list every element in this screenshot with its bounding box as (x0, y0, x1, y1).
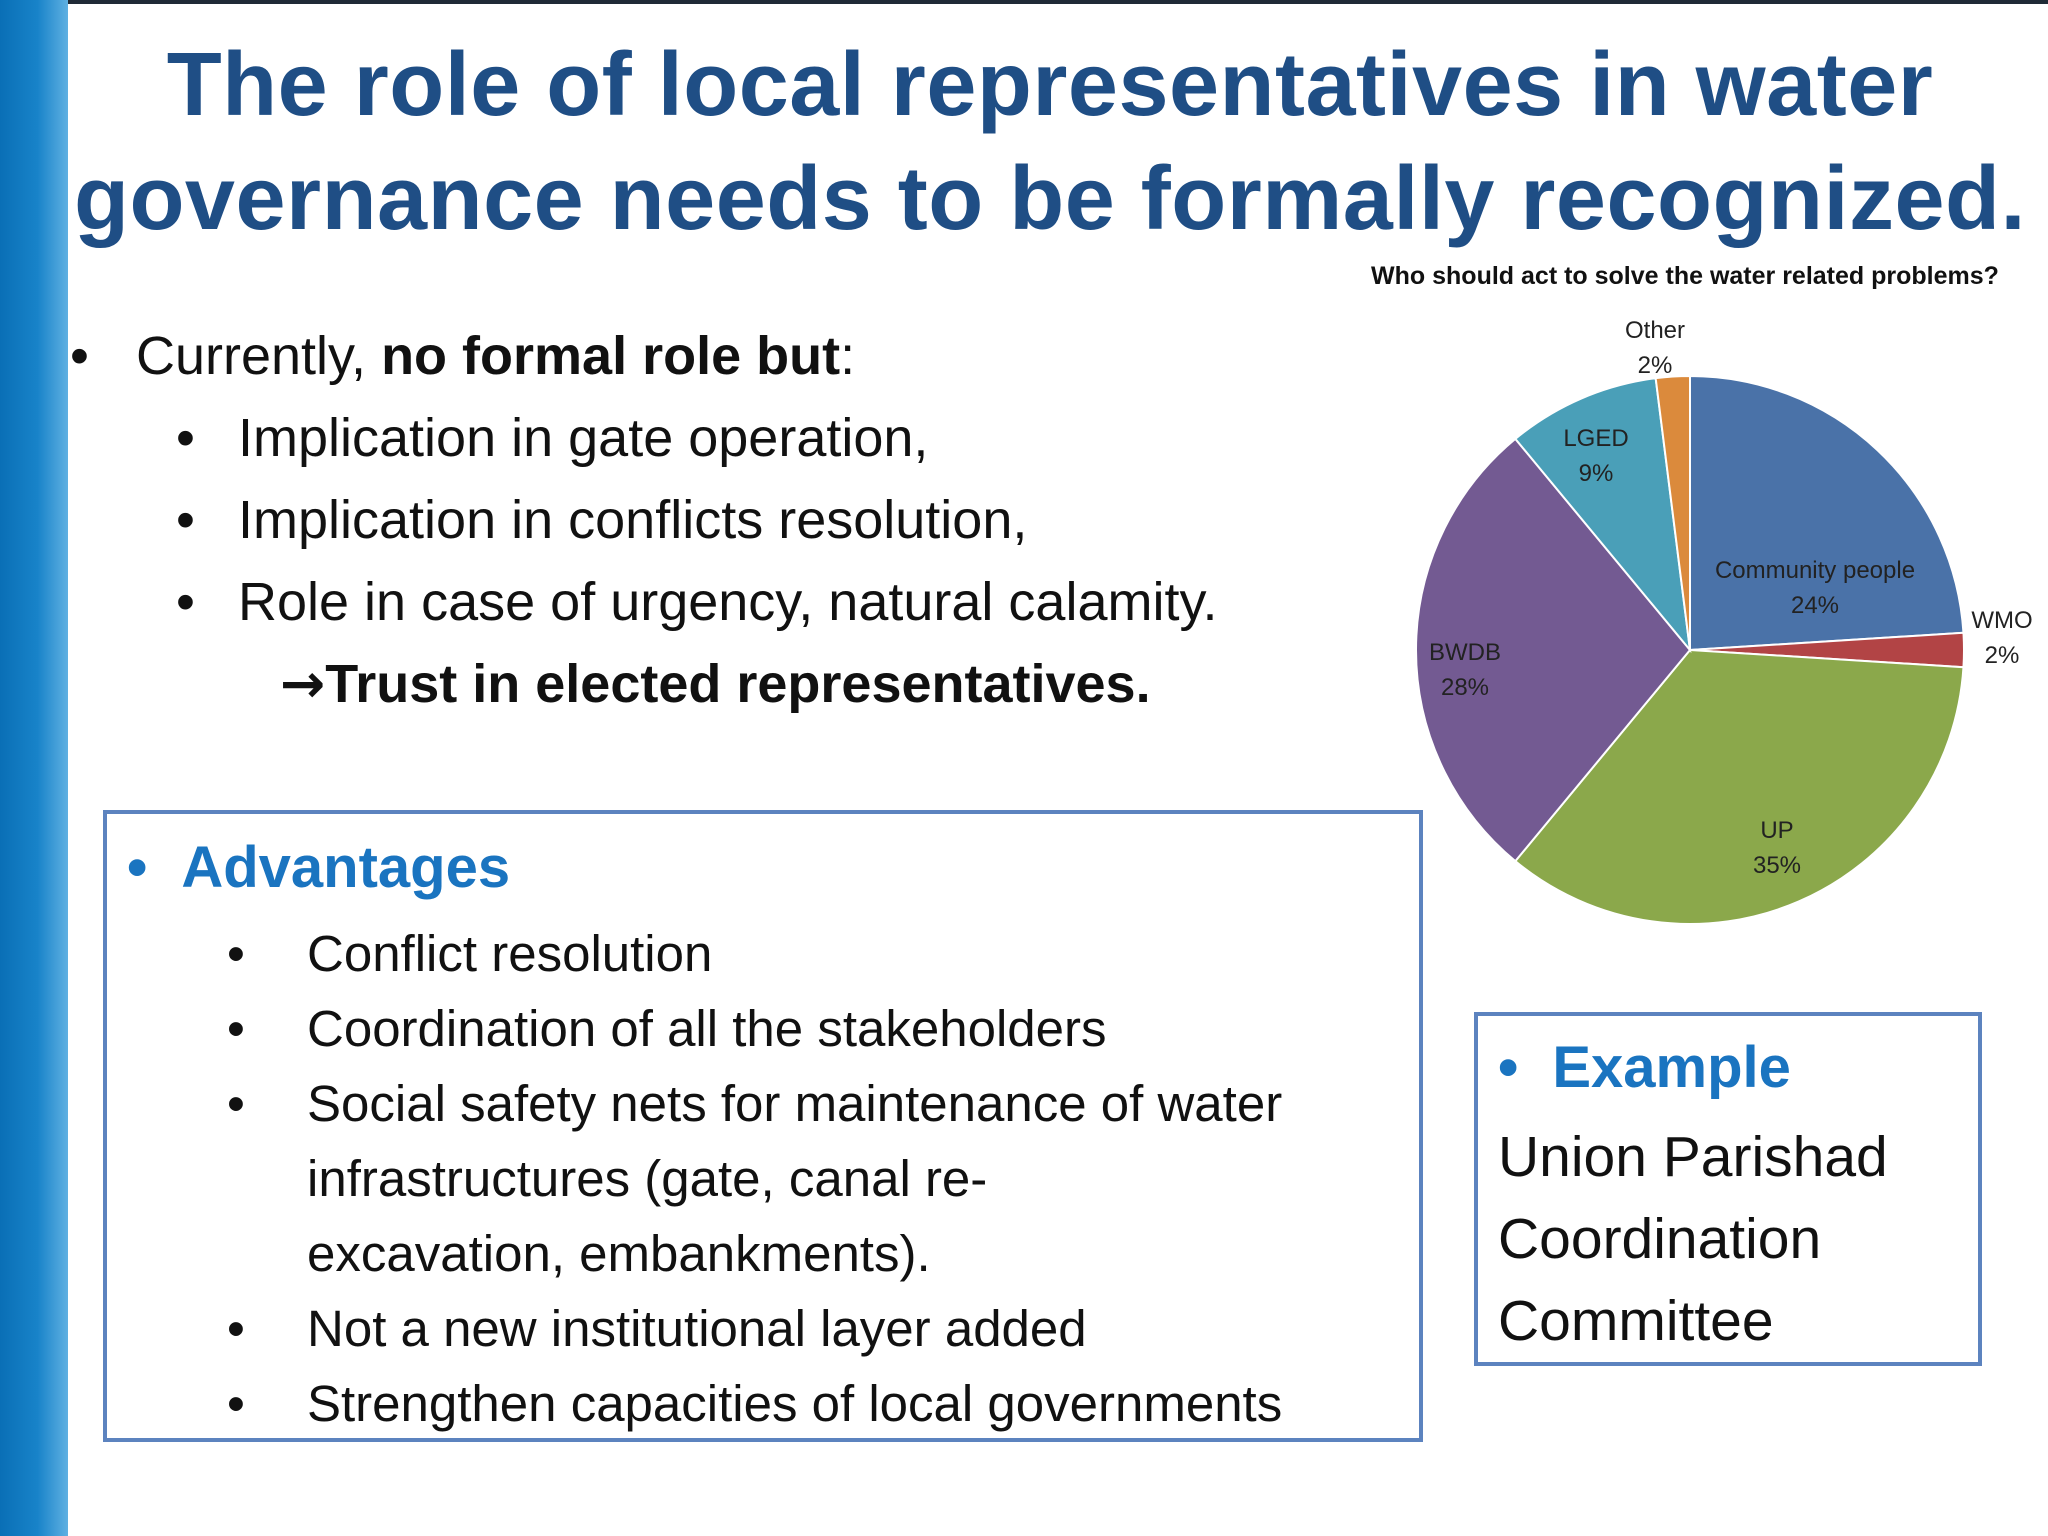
advantage-item (107, 916, 1282, 991)
advantage-text: Not a new institutional layer added (307, 1300, 1087, 1357)
advantage-item (107, 1366, 1282, 1441)
currently-item (70, 315, 1390, 397)
advantage-item (107, 991, 1282, 1066)
pie-label-lged: LGED (1563, 425, 1629, 452)
bullet: • (227, 1075, 245, 1132)
sub-item (70, 397, 1390, 479)
sub-item (70, 561, 1390, 643)
advantages-heading (127, 834, 510, 901)
sub-item-text: Role in case of urgency, natural calamity. (238, 572, 1218, 632)
advantage-text: infrastructures (gate, canal re- (307, 1150, 988, 1207)
advantages-list (107, 916, 1282, 1441)
top-border-line (0, 0, 2048, 4)
sub-item (70, 479, 1390, 561)
bullet: • (1498, 1035, 1519, 1100)
pie-value-wmo: 2% (1984, 642, 2020, 669)
bullet: • (70, 326, 89, 386)
title-line-1: The role of local representatives in water (166, 35, 1934, 135)
advantages-heading-text: Advantages (181, 835, 511, 900)
currently-suffix: : (840, 326, 856, 386)
pie-value-bwdb: 28% (1440, 674, 1490, 701)
advantage-text: Conflict resolution (307, 925, 713, 982)
bullet: • (227, 925, 245, 982)
chart-title: Who should act to solve the water related problems? (1371, 262, 1999, 290)
example-heading-text: Example (1552, 1035, 1791, 1100)
example-line-1: Union Parishad (1498, 1125, 1888, 1189)
advantage-item (107, 1291, 1282, 1366)
pie-value-other: 2% (1637, 352, 1673, 379)
pie-label-bwdb: BWDB (1429, 639, 1501, 666)
sub-item-text: Implication in gate operation, (238, 408, 929, 468)
pie-value-up: 35% (1752, 852, 1802, 879)
example-line-2: Coordination (1498, 1207, 1822, 1271)
advantage-item-continued (107, 1216, 1282, 1291)
bullet: • (227, 1300, 245, 1357)
example-text (1498, 1116, 1888, 1362)
pie-label-up: UP (1760, 817, 1794, 844)
pie-value-lged: 9% (1578, 460, 1614, 487)
example-box (1474, 1012, 1982, 1366)
trust-conclusion (70, 643, 1390, 725)
pie-chart (1340, 290, 2040, 940)
slide-title (40, 28, 2048, 256)
advantages-box (103, 810, 1423, 1442)
sub-item-text: Implication in conflicts resolution, (238, 490, 1028, 550)
arrow-icon: → (280, 652, 326, 715)
advantage-text: excavation, embankments). (307, 1225, 931, 1282)
example-heading (1498, 1034, 1791, 1101)
title-line-2: governance needs to be formally recognized. (73, 149, 2027, 249)
pie-label-wmo: WMO (1971, 607, 2033, 634)
bullet: • (227, 1000, 245, 1057)
bullet: • (176, 408, 195, 468)
advantage-text: Social safety nets for maintenance of water (307, 1075, 1283, 1132)
pie-label-other: Other (1624, 317, 1686, 344)
bullet: • (127, 835, 148, 900)
bullet: • (176, 572, 195, 632)
trust-text: Trust in elected representatives. (325, 654, 1151, 714)
advantage-text: Coordination of all the stakeholders (307, 1000, 1107, 1057)
main-bullet-list (70, 315, 1390, 725)
example-line-3: Committee (1498, 1289, 1774, 1353)
pie-value-community-people: 24% (1790, 592, 1840, 619)
bullet: • (227, 1375, 245, 1432)
advantage-text: Strengthen capacities of local governments (307, 1375, 1283, 1432)
pie-label-community-people: Community people (1714, 557, 1916, 584)
currently-prefix: Currently, (136, 326, 382, 386)
currently-bold: no formal role but (381, 326, 841, 386)
advantage-item-continued (107, 1141, 1282, 1216)
bullet: • (176, 490, 195, 550)
advantage-item (107, 1066, 1282, 1141)
